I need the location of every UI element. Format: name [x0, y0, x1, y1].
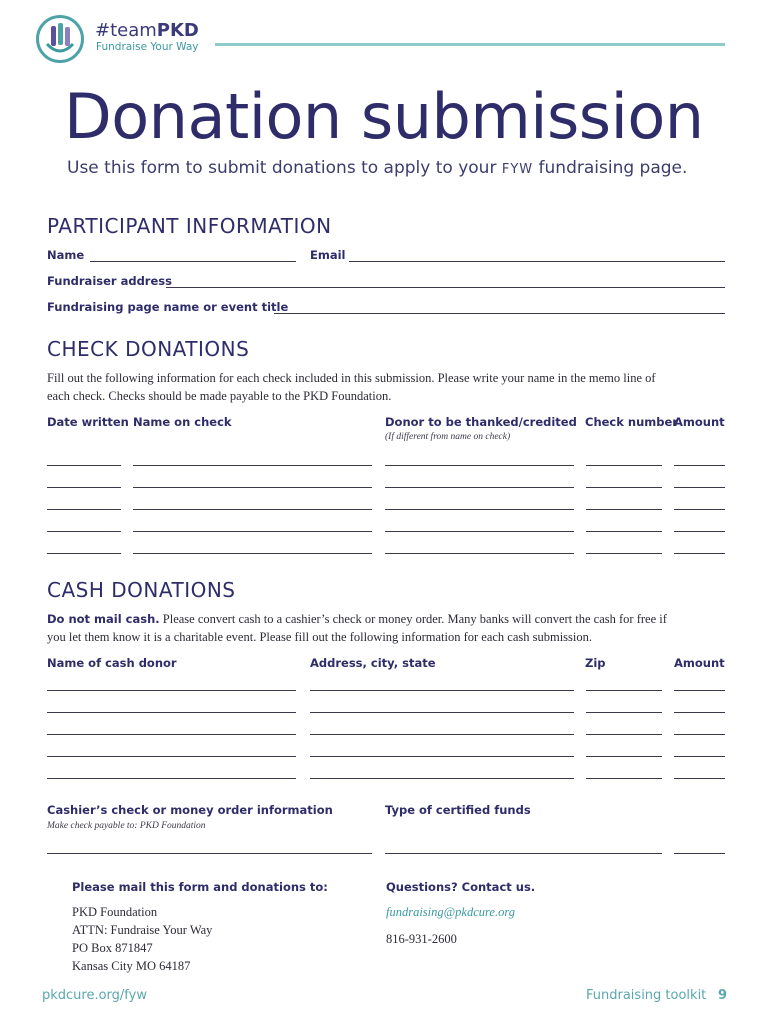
contact-heading: Questions? Contact us.: [386, 880, 536, 894]
cash-row-5-field-4[interactable]: [674, 778, 725, 779]
cash-row-4-field-1[interactable]: [47, 756, 296, 757]
brand-name: [95, 20, 199, 41]
cash-row-3-field-3[interactable]: [586, 734, 662, 735]
funds-amount-field[interactable]: [674, 853, 725, 854]
check-row-3-field-5[interactable]: [674, 509, 725, 510]
check-row-4-field-4[interactable]: [586, 531, 662, 532]
cash-heading: CASH DONATIONS: [47, 578, 236, 602]
brand-bold: PKD: [156, 20, 199, 41]
check-row-5-field-4[interactable]: [586, 553, 662, 554]
cash-row-1-field-3[interactable]: [586, 690, 662, 691]
check-row-1-field-3[interactable]: [385, 465, 574, 466]
contact-phone: 816-931-2600: [386, 932, 457, 946]
check-col-date: Date written: [47, 415, 129, 429]
cashier-label: Cashier’s check or money order information: [47, 803, 333, 817]
header-rule: [215, 43, 725, 46]
cash-warning: Do not mail cash.: [47, 612, 160, 626]
cash-row-5-field-1[interactable]: [47, 778, 296, 779]
address-field[interactable]: [166, 287, 725, 288]
name-field[interactable]: [90, 261, 296, 262]
cash-row-5-field-2[interactable]: [310, 778, 574, 779]
contact-email-link[interactable]: fundraising@pkdcure.org: [386, 905, 515, 919]
mail-line-2: ATTN: Fundraise Your Way: [72, 923, 213, 937]
cash-row-4-field-4[interactable]: [674, 756, 725, 757]
cash-instructions-text: Please convert cash to a cashier’s check or money order. Many banks will convert the cash for free if: [159, 612, 667, 626]
cash-row-4-field-3[interactable]: [586, 756, 662, 757]
cash-row-3-field-4[interactable]: [674, 734, 725, 735]
hands-circle-icon: [36, 15, 84, 63]
funds-field[interactable]: [385, 853, 662, 854]
page-name-field[interactable]: [274, 313, 725, 314]
cashier-field[interactable]: [47, 853, 372, 854]
check-row-3-field-4[interactable]: [586, 509, 662, 510]
check-row-2-field-1[interactable]: [47, 487, 121, 488]
check-instructions-1: Fill out the following information for each check included in this submission. Please write your name in the memo line of: [47, 371, 656, 385]
check-col-amount: Amount: [674, 415, 725, 429]
check-row-5-field-2[interactable]: [133, 553, 372, 554]
check-row-2-field-2[interactable]: [133, 487, 372, 488]
check-col-donor: Donor to be thanked/credited: [385, 415, 577, 429]
brand-prefix: #team: [95, 20, 157, 41]
check-row-3-field-3[interactable]: [385, 509, 574, 510]
cash-row-2-field-1[interactable]: [47, 712, 296, 713]
cash-row-1-field-4[interactable]: [674, 690, 725, 691]
subtitle-post: fundraising page.: [533, 158, 688, 178]
cash-instructions-2: you let them know it is a charitable event. Please fill out the following information for each cash submission.: [47, 630, 593, 644]
check-row-3-field-1[interactable]: [47, 509, 121, 510]
check-row-5-field-3[interactable]: [385, 553, 574, 554]
cash-col-donor: Name of cash donor: [47, 656, 177, 670]
page-number: 9: [718, 988, 728, 1003]
cash-row-1-field-1[interactable]: [47, 690, 296, 691]
subtitle-fyw: FYW: [501, 162, 534, 177]
cash-row-3-field-2[interactable]: [310, 734, 574, 735]
check-row-4-field-1[interactable]: [47, 531, 121, 532]
check-row-2-field-5[interactable]: [674, 487, 725, 488]
mail-line-4: Kansas City MO 64187: [72, 959, 191, 973]
check-row-1-field-1[interactable]: [47, 465, 121, 466]
address-label: Fundraiser address: [47, 274, 172, 288]
footer-label: Fundraising toolkit: [586, 988, 707, 1003]
cash-row-2-field-3[interactable]: [586, 712, 662, 713]
mail-line-3: PO Box 871847: [72, 941, 153, 955]
cash-row-3-field-1[interactable]: [47, 734, 296, 735]
cash-col-amount: Amount: [674, 656, 725, 670]
subtitle-pre: Use this form to submit donations to apply to your: [67, 158, 502, 178]
check-row-5-field-5[interactable]: [674, 553, 725, 554]
cash-row-2-field-2[interactable]: [310, 712, 574, 713]
email-field[interactable]: [349, 261, 725, 262]
check-col-name: Name on check: [133, 415, 232, 429]
check-row-4-field-5[interactable]: [674, 531, 725, 532]
brand-tagline: Fundraise Your Way: [96, 41, 199, 53]
cash-row-1-field-2[interactable]: [310, 690, 574, 691]
page-subtitle: [67, 158, 687, 178]
page-title: Donation submission: [64, 80, 704, 153]
check-row-2-field-4[interactable]: [586, 487, 662, 488]
cash-instructions-1: [47, 610, 757, 628]
check-row-4-field-2[interactable]: [133, 531, 372, 532]
check-row-1-field-2[interactable]: [133, 465, 372, 466]
cash-row-4-field-2[interactable]: [310, 756, 574, 757]
footer-url-link[interactable]: pkdcure.org/fyw: [42, 988, 147, 1003]
cash-col-zip: Zip: [585, 656, 606, 670]
cash-row-2-field-4[interactable]: [674, 712, 725, 713]
check-row-5-field-1[interactable]: [47, 553, 121, 554]
email-label: Email: [310, 248, 346, 262]
check-row-1-field-4[interactable]: [586, 465, 662, 466]
check-row-3-field-2[interactable]: [133, 509, 372, 510]
name-label: Name: [47, 248, 85, 262]
page-name-label: Fundraising page name or event title: [47, 300, 289, 314]
check-heading: CHECK DONATIONS: [47, 337, 250, 361]
check-col-number: Check number: [585, 415, 678, 429]
check-row-1-field-5[interactable]: [674, 465, 725, 466]
check-row-4-field-3[interactable]: [385, 531, 574, 532]
mail-line-1: PKD Foundation: [72, 905, 158, 919]
cash-col-address: Address, city, state: [310, 656, 436, 670]
check-instructions-2: each check. Checks should be made payable to the PKD Foundation.: [47, 389, 392, 403]
cash-row-5-field-3[interactable]: [586, 778, 662, 779]
funds-label: Type of certified funds: [385, 803, 531, 817]
participant-heading: PARTICIPANT INFORMATION: [47, 214, 332, 238]
check-donor-note: (If different from name on check): [385, 432, 511, 442]
check-row-2-field-3[interactable]: [385, 487, 574, 488]
mail-heading: Please mail this form and donations to:: [72, 880, 328, 894]
cashier-note: Make check payable to: PKD Foundation: [47, 821, 206, 831]
